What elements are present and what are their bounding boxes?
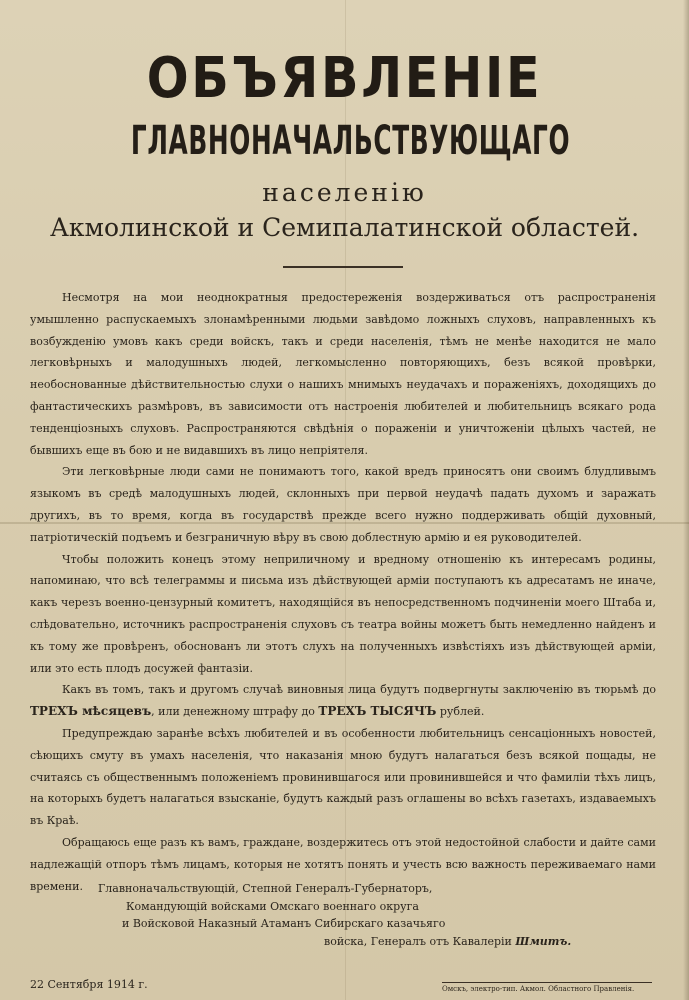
penalty-months: ТРЕХЪ мѣсяцевъ xyxy=(30,704,152,719)
penalty-fine: ТРЕХЪ ТЫСЯЧЪ xyxy=(318,704,437,719)
paragraph-4-text-b: , или денежному штрафу до xyxy=(151,705,319,719)
paragraph-4-text-a: Какъ въ томъ, такъ и другомъ случаѣ виновныя лица будутъ подвергнуты заключенію въ тюрьмѣ до xyxy=(62,683,656,697)
paragraph-6: Обращаюсь еще разъ къ вамъ, граждане, воздержитесь отъ этой недостойной слабости и дайте сами надлежащій отпоръ тѣмъ лицамъ, которыя не хотятъ понять и учесть всю важность переживаемаго нами времени. xyxy=(30,835,656,893)
addressee-line-1: населенію xyxy=(262,178,427,207)
paragraph-2: Эти легковѣрные люди сами не понимаютъ того, какой вредъ приносятъ они своимъ блудливымъ языкомъ въ средѣ малодушныхъ людей, склонныхъ при первой неудачѣ падать духомъ и заражать другихъ, въ то время, когда въ государствѣ прежде всего нужно поддерживать общій духовный, патріотическій подъемъ и безграничную вѣру въ свою доблестную армію и ея руководителей. xyxy=(30,465,656,544)
paragraph-4 xyxy=(30,679,656,723)
signature-rank: войска, Генералъ отъ Кавалеріи xyxy=(324,934,516,948)
paragraph-1: Несмотря на мои неоднократныя предостереженія воздерживаться отъ распространенія умышленно распускаемыхъ злонамѣренными людьми завѣдомо ложныхъ слуховъ, направленныхъ къ возбужденію умовъ какъ среди войскъ, такъ и среди населенія, тѣмъ не менѣе находится не мало легковѣрныхъ и малодушныхъ людей, легкомысленно повторяющихъ, безъ всякой провѣрки, необоснованные дѣйствительностью слухи о нашихъ мнимыхъ неудачахъ и пораженіяхъ, доходящихъ до фантастическихъ размѣровъ, въ зависимости отъ настроенія любителей и любительницъ всякаго рода тенденціозныхъ слуховъ. Распространяются свѣдѣнія о пораженіи и уничтоженіи цѣлыхъ частей, не бывшихъ еще въ бою и не видавшихъ въ лицо непріятеля. xyxy=(30,291,656,457)
signature-line-4 xyxy=(98,933,572,951)
signature-block xyxy=(98,880,572,950)
signature-line-2: Командующій войсками Омскаго военнаго округа xyxy=(126,899,419,913)
paragraph-5: Предупреждаю заранѣе всѣхъ любителей и въ особенности любительницъ сенсаціонныхъ новостей, сѣющихъ смуту въ умахъ населенія, что наказанія мною будутъ налагаться безъ всякой пощады, не считаясь съ общественнымъ положеніемъ провинившагося или провинившейся и что фамиліи тѣхъ лицъ, на которыхъ будетъ налагаться взысканіе, будутъ каждый разъ оглашены во всѣхъ газетахъ, издаваемыхъ въ Краѣ. xyxy=(30,726,656,828)
signature-line-1: Главноначальствующій, Степной Генералъ-Губернаторъ, xyxy=(98,882,433,895)
addressee-line-2: Акмолинской и Семипалатинской областей. xyxy=(49,213,640,242)
announcement-body xyxy=(30,287,656,897)
poster-title: ОБЪЯВЛЕНІЕ xyxy=(146,46,543,111)
signature-line-3: и Войсковой Наказный Атаманъ Сибирскаго казачьяго xyxy=(122,917,446,930)
issue-date: 22 Сентября 1914 г. xyxy=(30,978,148,991)
paper-edge-shadow xyxy=(683,0,689,1000)
printer-imprint: Омскъ, электро-тип. Акмол. Областного Правленія. xyxy=(442,982,652,993)
poster-subtitle: ГЛАВНОНАЧАЛЬСТВУЮЩАГО xyxy=(130,118,571,164)
paragraph-4-text-c: рублей. xyxy=(436,705,485,719)
paragraph-3: Чтобы положить конецъ этому неприличному и вредному отношенію къ интересамъ родины, напоминаю, что всѣ телеграммы и письма изъ дѣйствующей арміи поступаютъ къ адресатамъ не иначе, какъ черезъ военно-цензурный комитетъ, находящійся въ непосредственномъ подчиненіи моего Штаба и, слѣдовательно, источникъ распространенія слуховъ съ театра войны можетъ быть немедленно найденъ и къ тому же провѣренъ, обоснованъ ли этотъ слухъ на полученныхъ извѣстіяхъ изъ дѣйствующей арміи, или это есть плодъ досужей фантазіи. xyxy=(30,552,656,675)
title-divider xyxy=(283,266,403,268)
signature-surname: Шмитъ. xyxy=(515,934,572,948)
